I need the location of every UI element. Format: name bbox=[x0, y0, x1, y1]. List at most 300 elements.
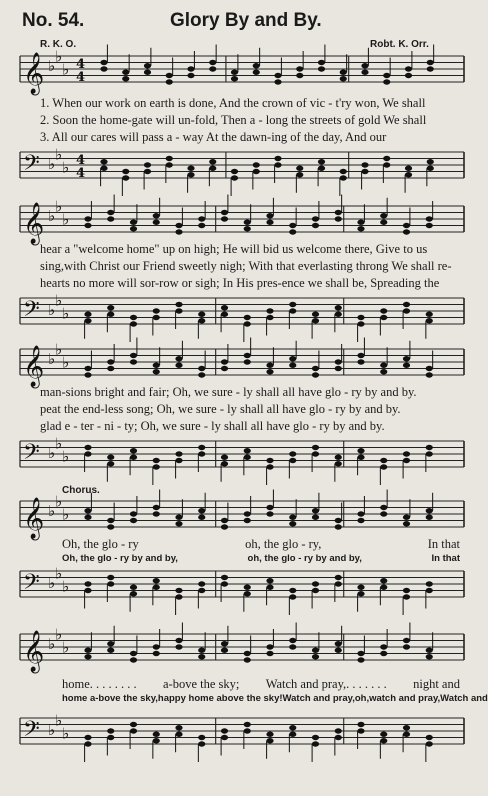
flat-icon: ♭ bbox=[62, 447, 70, 466]
note-head bbox=[107, 648, 114, 653]
note-head bbox=[289, 458, 296, 463]
note-head bbox=[312, 366, 319, 371]
hymn-title: Glory By and By. bbox=[170, 10, 322, 31]
note-head bbox=[122, 70, 129, 75]
chorus-lyric: oh, the glo - ry by and by, bbox=[247, 553, 362, 564]
note-head bbox=[144, 70, 151, 75]
system-4-bass-staff bbox=[0, 565, 480, 607]
time-signature-bottom: 4 bbox=[76, 70, 86, 85]
note-head bbox=[153, 363, 160, 368]
note-head bbox=[144, 162, 151, 167]
flat-icon: ♭ bbox=[48, 301, 56, 319]
note-head bbox=[312, 654, 319, 659]
note-head bbox=[175, 302, 182, 307]
note-head bbox=[312, 451, 319, 456]
flat-icon: ♭ bbox=[62, 210, 70, 229]
note-head bbox=[403, 302, 410, 307]
note-head bbox=[426, 223, 433, 228]
note-head bbox=[274, 156, 281, 161]
hymn-number: No. 54. bbox=[22, 10, 85, 31]
note-head bbox=[84, 372, 91, 377]
note-head bbox=[357, 651, 364, 656]
note-head bbox=[231, 169, 238, 174]
note-head bbox=[253, 169, 260, 174]
note-head bbox=[175, 644, 182, 649]
note-head bbox=[130, 226, 137, 231]
note-head bbox=[289, 732, 296, 737]
note-head bbox=[130, 518, 137, 523]
note-head bbox=[340, 70, 347, 75]
note-head bbox=[318, 166, 325, 171]
note-head bbox=[198, 515, 205, 520]
note-head bbox=[187, 172, 194, 177]
note-head bbox=[289, 638, 296, 643]
flat-icon: ♭ bbox=[48, 444, 56, 462]
note-head bbox=[175, 638, 182, 643]
note-head bbox=[244, 591, 251, 596]
note-head bbox=[107, 524, 114, 529]
note-head bbox=[296, 66, 303, 71]
note-head bbox=[403, 594, 410, 599]
note-head bbox=[380, 578, 387, 583]
note-head bbox=[84, 366, 91, 371]
note-head bbox=[380, 651, 387, 656]
note-head bbox=[403, 588, 410, 593]
note-head bbox=[266, 315, 273, 320]
note-head bbox=[426, 451, 433, 456]
note-head bbox=[340, 76, 347, 81]
note-head bbox=[289, 515, 296, 520]
note-head bbox=[84, 654, 91, 659]
note-head bbox=[221, 728, 228, 733]
time-signature-bottom: 4 bbox=[76, 166, 86, 181]
note-head bbox=[357, 722, 364, 727]
note-head bbox=[403, 308, 410, 313]
note-head bbox=[427, 66, 434, 71]
note-head bbox=[426, 508, 433, 513]
note-head bbox=[244, 448, 251, 453]
chorus-lyric: In that bbox=[427, 537, 460, 551]
system-3-treble-staff bbox=[0, 340, 480, 387]
note-head bbox=[130, 722, 137, 727]
note-head bbox=[198, 741, 205, 746]
note-head bbox=[380, 363, 387, 368]
note-head bbox=[153, 732, 160, 737]
note-head bbox=[296, 166, 303, 171]
note-head bbox=[187, 73, 194, 78]
chorus-line-2-bass bbox=[62, 693, 488, 704]
note-head bbox=[426, 588, 433, 593]
note-head bbox=[231, 175, 238, 180]
flat-icon: ♭ bbox=[55, 625, 63, 644]
note-head bbox=[335, 455, 342, 460]
note-head bbox=[426, 654, 433, 659]
note-head bbox=[175, 451, 182, 456]
flat-icon: ♭ bbox=[62, 505, 70, 524]
note-head bbox=[266, 458, 273, 463]
note-head bbox=[335, 210, 342, 215]
time-signature-top: 4 bbox=[76, 57, 86, 72]
note-head bbox=[274, 73, 281, 78]
note-head bbox=[357, 518, 364, 523]
note-head bbox=[130, 657, 137, 662]
flat-icon: ♭ bbox=[62, 304, 70, 323]
note-head bbox=[426, 366, 433, 371]
note-head bbox=[266, 732, 273, 737]
note-head bbox=[318, 159, 325, 164]
system-5-treble-staff bbox=[0, 625, 480, 672]
note-head bbox=[175, 521, 182, 526]
note-head bbox=[107, 735, 114, 740]
chorus-line-1-main bbox=[62, 537, 460, 552]
note-head bbox=[84, 515, 91, 520]
note-head bbox=[198, 366, 205, 371]
note-head bbox=[84, 735, 91, 740]
chorus-lyric: happy home above the sky! bbox=[157, 693, 283, 704]
note-head bbox=[357, 315, 364, 320]
note-head bbox=[357, 220, 364, 225]
note-head bbox=[166, 162, 173, 167]
note-head bbox=[244, 315, 251, 320]
flat-icon: ♭ bbox=[48, 502, 56, 520]
note-head bbox=[107, 359, 114, 364]
chorus-lyric: home a-bove the sky, bbox=[62, 693, 158, 704]
note-head bbox=[153, 585, 160, 590]
flat-icon: ♭ bbox=[48, 721, 56, 739]
note-head bbox=[274, 79, 281, 84]
note-head bbox=[289, 223, 296, 228]
note-head bbox=[107, 575, 114, 580]
note-head bbox=[198, 372, 205, 377]
note-head bbox=[198, 735, 205, 740]
note-head bbox=[426, 581, 433, 586]
note-head bbox=[289, 451, 296, 456]
note-head bbox=[153, 464, 160, 469]
note-head bbox=[318, 60, 325, 65]
note-head bbox=[335, 581, 342, 586]
chorus-lyric: Oh, the glo - ry bbox=[62, 537, 139, 551]
note-head bbox=[130, 315, 137, 320]
flat-icon: ♭ bbox=[48, 350, 56, 368]
note-head bbox=[426, 741, 433, 746]
treble-clef-icon: 𝄞 bbox=[23, 631, 45, 672]
note-head bbox=[403, 363, 410, 368]
note-head bbox=[312, 508, 319, 513]
note-head bbox=[153, 505, 160, 510]
note-head bbox=[426, 445, 433, 450]
note-head bbox=[175, 732, 182, 737]
note-head bbox=[84, 312, 91, 317]
flat-icon: ♭ bbox=[48, 57, 56, 75]
note-head bbox=[266, 505, 273, 510]
note-head bbox=[221, 359, 228, 364]
note-head bbox=[84, 451, 91, 456]
note-head bbox=[253, 63, 260, 68]
note-head bbox=[244, 518, 251, 523]
flat-icon: ♭ bbox=[55, 145, 63, 164]
note-head bbox=[403, 229, 410, 234]
bass-clef-icon: 𝄢 bbox=[23, 151, 40, 181]
note-head bbox=[266, 738, 273, 743]
note-head bbox=[221, 210, 228, 215]
note-head bbox=[335, 641, 342, 646]
note-head bbox=[122, 169, 129, 174]
note-head bbox=[335, 312, 342, 317]
note-head bbox=[426, 515, 433, 520]
note-head bbox=[221, 641, 228, 646]
note-head bbox=[405, 172, 412, 177]
note-head bbox=[380, 505, 387, 510]
note-head bbox=[107, 461, 114, 466]
note-head bbox=[221, 581, 228, 586]
note-head bbox=[153, 213, 160, 218]
note-head bbox=[357, 455, 364, 460]
note-head bbox=[289, 356, 296, 361]
system-4-treble-staff bbox=[0, 492, 480, 539]
note-head bbox=[130, 448, 137, 453]
note-head bbox=[312, 648, 319, 653]
system-2-bass-staff bbox=[0, 292, 480, 334]
note-head bbox=[153, 369, 160, 374]
note-head bbox=[166, 73, 173, 78]
time-signature-top: 4 bbox=[76, 153, 86, 168]
note-head bbox=[100, 60, 107, 65]
note-head bbox=[187, 66, 194, 71]
note-head bbox=[361, 169, 368, 174]
system-5-bass-staff bbox=[0, 712, 480, 754]
note-head bbox=[153, 738, 160, 743]
note-head bbox=[266, 585, 273, 590]
note-head bbox=[289, 308, 296, 313]
chorus-lyric: Oh, the glo - ry by and by, bbox=[62, 553, 178, 564]
note-head bbox=[340, 169, 347, 174]
note-head bbox=[380, 464, 387, 469]
note-head bbox=[335, 575, 342, 580]
system-2-treble-staff bbox=[0, 197, 480, 244]
note-head bbox=[244, 657, 251, 662]
note-head bbox=[153, 308, 160, 313]
note-head bbox=[107, 518, 114, 523]
note-head bbox=[403, 515, 410, 520]
note-head bbox=[335, 524, 342, 529]
note-head bbox=[380, 220, 387, 225]
note-head bbox=[380, 315, 387, 320]
note-head bbox=[130, 455, 137, 460]
note-head bbox=[221, 461, 228, 466]
note-head bbox=[175, 229, 182, 234]
note-head bbox=[427, 166, 434, 171]
chorus-lyric: home. . . . . . . . bbox=[62, 677, 137, 691]
note-head bbox=[266, 578, 273, 583]
verse-2-line-1: 2. Soon the home-gate will un-fold, Then a - long the streets of gold We shall bbox=[40, 113, 427, 127]
note-head bbox=[296, 73, 303, 78]
note-head bbox=[426, 648, 433, 653]
note-head bbox=[361, 162, 368, 167]
note-head bbox=[130, 591, 137, 596]
flat-icon: ♭ bbox=[55, 197, 63, 216]
note-head bbox=[198, 508, 205, 513]
note-head bbox=[209, 66, 216, 71]
note-head bbox=[383, 79, 390, 84]
note-head bbox=[130, 353, 137, 358]
system-3-bass-staff bbox=[0, 435, 480, 477]
note-head bbox=[107, 641, 114, 646]
note-head bbox=[289, 588, 296, 593]
note-head bbox=[198, 223, 205, 228]
note-head bbox=[335, 728, 342, 733]
flat-icon: ♭ bbox=[48, 155, 56, 173]
note-head bbox=[312, 318, 319, 323]
note-head bbox=[175, 363, 182, 368]
note-head bbox=[403, 451, 410, 456]
bass-clef-icon: 𝄢 bbox=[23, 717, 40, 747]
note-head bbox=[426, 318, 433, 323]
note-head bbox=[426, 735, 433, 740]
note-head bbox=[357, 657, 364, 662]
note-head bbox=[107, 455, 114, 460]
note-head bbox=[175, 594, 182, 599]
chorus-lyric: a-bove the sky; bbox=[162, 677, 240, 691]
note-head bbox=[144, 63, 151, 68]
note-head bbox=[84, 588, 91, 593]
treble-clef-icon: 𝄞 bbox=[23, 53, 45, 94]
composer-initials: R. K. O. bbox=[40, 39, 77, 50]
note-head bbox=[130, 728, 137, 733]
chorus-line-2-main bbox=[62, 677, 460, 692]
note-head bbox=[221, 455, 228, 460]
note-head bbox=[84, 223, 91, 228]
note-head bbox=[153, 458, 160, 463]
note-head bbox=[340, 175, 347, 180]
note-head bbox=[84, 581, 91, 586]
note-head bbox=[266, 511, 273, 516]
note-head bbox=[221, 312, 228, 317]
note-head bbox=[244, 220, 251, 225]
note-head bbox=[266, 363, 273, 368]
note-head bbox=[380, 738, 387, 743]
note-head bbox=[403, 356, 410, 361]
note-head bbox=[405, 166, 412, 171]
note-head bbox=[312, 515, 319, 520]
note-head bbox=[427, 60, 434, 65]
note-head bbox=[209, 159, 216, 164]
note-head bbox=[357, 448, 364, 453]
note-head bbox=[221, 305, 228, 310]
note-head bbox=[335, 648, 342, 653]
note-head bbox=[335, 305, 342, 310]
note-head bbox=[335, 366, 342, 371]
note-head bbox=[266, 220, 273, 225]
author-credit: Robt. K. Orr. bbox=[370, 39, 429, 50]
note-head bbox=[84, 508, 91, 513]
note-head bbox=[122, 175, 129, 180]
note-head bbox=[361, 63, 368, 68]
note-head bbox=[107, 216, 114, 221]
note-head bbox=[209, 60, 216, 65]
flat-icon: ♭ bbox=[48, 574, 56, 592]
flat-icon: ♭ bbox=[55, 47, 63, 66]
flat-icon: ♭ bbox=[55, 340, 63, 359]
verse-3-line-3: glad e - ter - ni - ty; Oh, we sure - ly shall all have glo - ry by and by. bbox=[40, 419, 385, 433]
flat-icon: ♭ bbox=[55, 492, 63, 511]
note-head bbox=[427, 159, 434, 164]
treble-clef-icon: 𝄞 bbox=[23, 498, 45, 539]
note-head bbox=[244, 226, 251, 231]
note-head bbox=[221, 524, 228, 529]
flat-icon: ♭ bbox=[55, 434, 63, 453]
note-head bbox=[175, 725, 182, 730]
verse-3-line-1: 3. All our cares will pass a - way At the dawn-ing of the day, And our bbox=[40, 130, 387, 144]
note-head bbox=[221, 216, 228, 221]
note-head bbox=[403, 638, 410, 643]
treble-clef-icon: 𝄞 bbox=[23, 203, 45, 244]
chorus-lyric: night and bbox=[413, 677, 460, 691]
note-head bbox=[266, 651, 273, 656]
system-1-treble-staff bbox=[0, 47, 480, 94]
verse-2-line-3: peat the end-less song; Oh, we sure - ly shall all have glo - ry by and by. bbox=[40, 402, 401, 416]
note-head bbox=[244, 722, 251, 727]
note-head bbox=[335, 735, 342, 740]
note-head bbox=[289, 644, 296, 649]
note-head bbox=[426, 216, 433, 221]
note-head bbox=[335, 518, 342, 523]
note-head bbox=[380, 585, 387, 590]
flat-icon: ♭ bbox=[55, 711, 63, 730]
note-head bbox=[289, 725, 296, 730]
note-head bbox=[357, 321, 364, 326]
note-head bbox=[107, 366, 114, 371]
note-head bbox=[266, 213, 273, 218]
note-head bbox=[244, 728, 251, 733]
note-head bbox=[383, 162, 390, 167]
note-head bbox=[198, 318, 205, 323]
note-head bbox=[153, 578, 160, 583]
note-head bbox=[312, 741, 319, 746]
flat-icon: ♭ bbox=[62, 60, 70, 79]
flat-icon: ♭ bbox=[62, 577, 70, 596]
note-head bbox=[380, 458, 387, 463]
verse-1-line-1: 1. When our work on earth is done, And the crown of vic - t'ry won, We shall bbox=[40, 96, 426, 110]
note-head bbox=[231, 70, 238, 75]
verse-3-line-2: hearts no more will sor-row or sigh; In His pres-ence we shall be, Spreading the bbox=[40, 276, 440, 290]
note-head bbox=[289, 229, 296, 234]
note-head bbox=[175, 356, 182, 361]
note-head bbox=[100, 159, 107, 164]
note-head bbox=[312, 372, 319, 377]
note-head bbox=[266, 644, 273, 649]
note-head bbox=[426, 312, 433, 317]
note-head bbox=[403, 725, 410, 730]
flat-icon: ♭ bbox=[62, 158, 70, 177]
note-head bbox=[383, 73, 390, 78]
note-head bbox=[380, 644, 387, 649]
note-head bbox=[84, 445, 91, 450]
note-head bbox=[289, 363, 296, 368]
chorus-lyric: Watch and pray,. . . . . . . bbox=[265, 677, 387, 691]
note-head bbox=[84, 216, 91, 221]
verse-1-line-2: hear a "welcome home" up on high; He will bid us welcome there, Give to us bbox=[40, 242, 428, 256]
chorus-lyric: Watch and pray,oh,watch and pray, bbox=[282, 693, 441, 704]
note-head bbox=[221, 648, 228, 653]
note-head bbox=[84, 318, 91, 323]
note-head bbox=[357, 226, 364, 231]
note-head bbox=[357, 353, 364, 358]
bass-clef-icon: 𝄢 bbox=[23, 440, 40, 470]
note-head bbox=[107, 728, 114, 733]
note-head bbox=[122, 76, 129, 81]
treble-clef-icon: 𝄞 bbox=[23, 346, 45, 387]
note-head bbox=[130, 359, 137, 364]
